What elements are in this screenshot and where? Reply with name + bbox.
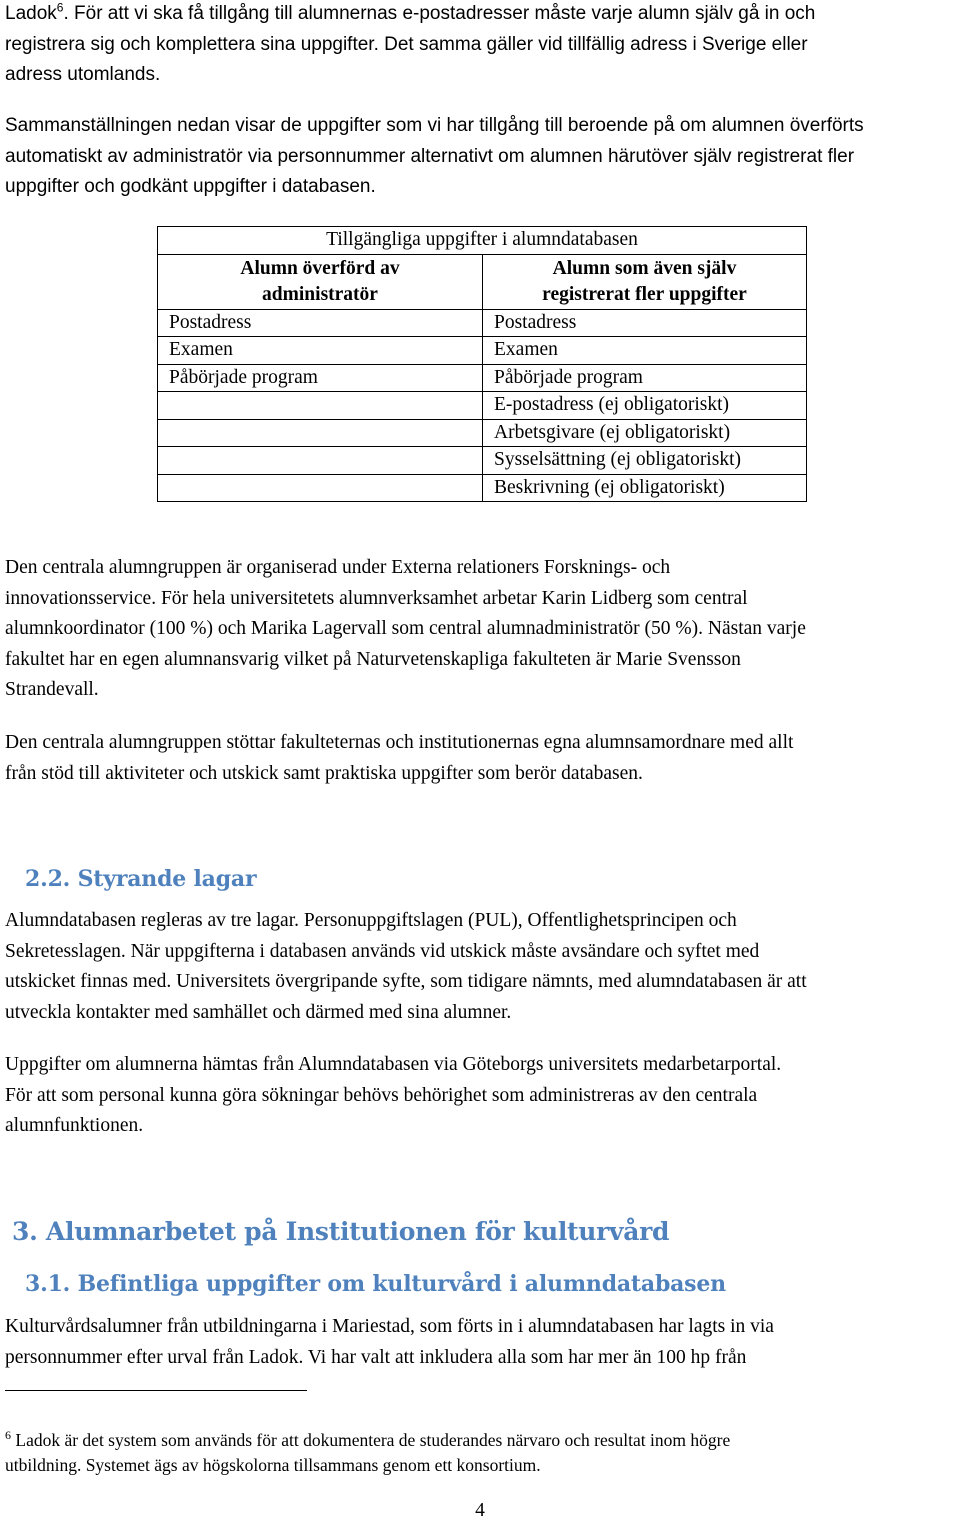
table-row	[158, 474, 807, 502]
kulturvard-paragraph: Kulturvårdsalumner från utbildningarna i Mariestad, som förts in i alumndatabasen har lagts in via personnummer efter urval från Ladok. Vi har valt att inkludera alla som har mer än 100 hp från	[5, 1316, 774, 1368]
summary-paragraph	[5, 111, 955, 203]
table-row	[158, 337, 807, 365]
table-cell: E-postadress (ej obligatoriskt)	[483, 392, 807, 420]
column-header-admin: Alumn överförd av administratör	[158, 254, 483, 309]
ladok-word: Ladok	[5, 3, 57, 24]
central-group-paragraph: Den centrala alumngruppen är organiserad under Externa relationers Forsknings- och innovationsservice. För hela universitetets alumnverksamhet arbetar Karin Lidberg som central alumnkoordinator (100 %) och Marika Lagervall som central alumnadministratör (50 %). Nästan varje fakultet har en egen alumnansvarig vilket på Naturvetenskapliga fakulteten är Marie Svensson Strandevall.	[5, 557, 806, 700]
table-cell: Påbörjade program	[158, 364, 483, 392]
table-cell: Beskrivning (ej obligatoriskt)	[483, 474, 807, 502]
table-header-row	[158, 254, 807, 309]
footnote-line-2: utbildning. Systemet ägs av högskolorna tillsammans genom ett konsortium.	[5, 1455, 541, 1475]
alumni-data-table	[157, 226, 807, 502]
intro-line-1: Ladok$^6$. För att vi ska få tillgång till alumnernas e-postadresser måste varje alumn själv gå in och	[5, 0, 816, 24]
footnote-line-1: $^6$ Ladok är det system som används för att dokumentera de studerandes närvaro och resultat inom högre	[5, 1428, 731, 1450]
portal-paragraph: Uppgifter om alumnerna hämtas från Alumndatabasen via Göteborgs universitets medarbetarportal. För att som personal kunna göra sökningar behövs behörighet som administreras av den centrala alumnfunktionen.	[5, 1054, 782, 1136]
summary-line-3: uppgifter och godkänt uppgifter i databasen.	[5, 176, 376, 197]
table-cell: Examen	[158, 337, 483, 365]
table-cell: Examen	[483, 337, 807, 365]
table-cell: Sysselsättning (ej obligatoriskt)	[483, 447, 807, 475]
footnote	[5, 1428, 730, 1478]
summary-line-1: Sammanställningen nedan visar de uppgifter som vi har tillgång till beroende på om alumnen överförts	[5, 115, 864, 136]
table-cell: Postadress	[158, 309, 483, 337]
table-title: Tillgängliga uppgifter i alumndatabasen	[158, 227, 807, 255]
table-row	[158, 419, 807, 447]
table-cell	[158, 392, 483, 420]
intro-line-3: adress utomlands.	[5, 64, 161, 85]
table-cell	[158, 419, 483, 447]
table-cell: Påbörjade program	[483, 364, 807, 392]
chapter-heading-3: 3. Alumnarbetet på Institutionen för kulturvård	[12, 1217, 670, 1246]
page-number: 4	[475, 1500, 485, 1521]
footnote-marker: 6	[5, 1428, 11, 1443]
laws-paragraph: Alumndatabasen regleras av tre lagar. Personuppgiftslagen (PUL), Offentlighetsprincipen och Sekretesslagen. När uppgifterna i databasen används vid utskick måste avsändare och syftet med utskicket finnas med. Universitets övergripande syfte, som tidigare nämnts, med alumndatabasen är att utveckla kontakter med samhället och därmed med sina alumner.	[5, 910, 807, 1023]
table-cell	[158, 447, 483, 475]
table-cell	[158, 474, 483, 502]
table-cell: Arbetsgivare (ej obligatoriskt)	[483, 419, 807, 447]
section-heading-2-2: 2.2. Styrande lagar	[25, 866, 257, 892]
table-row	[158, 447, 807, 475]
table-cell: Postadress	[483, 309, 807, 337]
table-row	[158, 364, 807, 392]
column-header-self-registered: Alumn som även själv registrerat fler uppgifter	[483, 254, 807, 309]
table-row	[158, 309, 807, 337]
intro-paragraph	[5, 0, 955, 91]
footnote-reference[interactable]: 6	[56, 0, 64, 15]
support-paragraph: Den centrala alumngruppen stöttar fakulteternas och institutionernas egna alumnsamordnare med allt från stöd till aktiviteter och utskick samt praktiska uppgifter som berör databasen.	[5, 732, 794, 784]
table-title-row	[158, 227, 807, 255]
summary-line-2: automatiskt av administratör via personnummer alternativt om alumnen härutöver själv registrerat fler	[5, 145, 855, 167]
table-row	[158, 392, 807, 420]
intro-line-2: registrera sig och komplettera sina uppgifter. Det samma gäller vid tillfällig adress i Sverige eller	[5, 33, 808, 55]
footnote-separator	[5, 1390, 307, 1391]
section-heading-3-1: 3.1. Befintliga uppgifter om kulturvård i alumndatabasen	[25, 1271, 726, 1297]
